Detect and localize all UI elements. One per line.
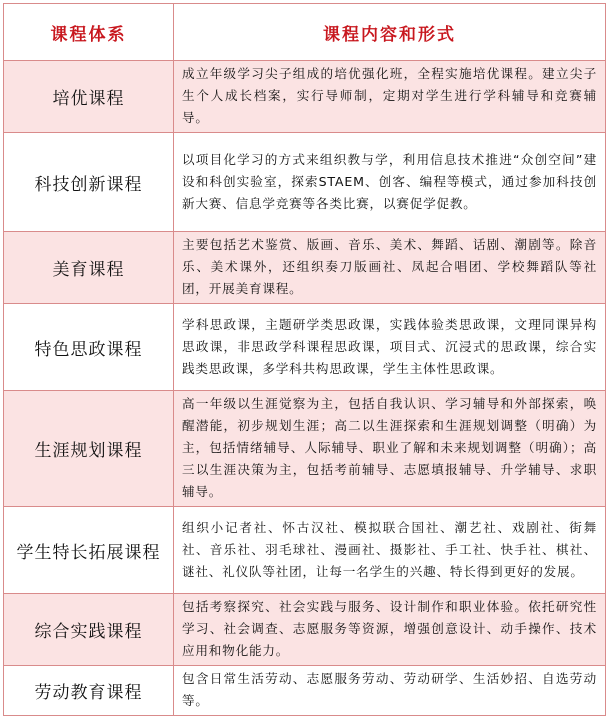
curriculum-table-container [3, 3, 606, 716]
header-course-content: 课程内容和形式 [174, 4, 606, 61]
course-content: 成立年级学习尖子组成的培优强化班，全程实施培优课程。建立尖子生个人成长档案，实行导师制，定期对学生进行学科辅导和竞赛辅导。 [174, 61, 606, 133]
table-row [4, 594, 606, 666]
table-header-row [4, 4, 606, 61]
header-course-system: 课程体系 [4, 4, 174, 61]
table-row [4, 507, 606, 594]
course-name: 学生特长拓展课程 [4, 507, 174, 594]
course-content: 主要包括艺术鉴赏、版画、音乐、美术、舞蹈、话剧、潮剧等。除音乐、美术课外，还组织奏刀版画社、凤起合唱团、学校舞蹈队等社团，开展美育课程。 [174, 232, 606, 304]
course-name: 特色思政课程 [4, 304, 174, 391]
course-name: 劳动教育课程 [4, 666, 174, 716]
course-content: 高一年级以生涯觉察为主，包括自我认识、学习辅导和外部探索，唤醒潜能，初步规划生涯；高二以生涯探索和生涯规划调整（明确）为主，包括情绪辅导、人际辅导、职业了解和未来规划调整（明确）；高三以生涯决策为主，包括考前辅导、志愿填报辅导、升学辅导、求职辅导。 [174, 391, 606, 507]
course-name: 综合实践课程 [4, 594, 174, 666]
course-name: 培优课程 [4, 61, 174, 133]
table-row [4, 133, 606, 232]
curriculum-table [3, 3, 606, 716]
course-name: 科技创新课程 [4, 133, 174, 232]
course-content: 包含日常生活劳动、志愿服务劳动、劳动研学、生活妙招、自选劳动等。 [174, 666, 606, 716]
course-name: 生涯规划课程 [4, 391, 174, 507]
course-content: 学科思政课，主题研学类思政课，实践体验类思政课，文理同课异构思政课，非思政学科课程思政课，项目式、沉浸式的思政课，综合实践类思政课，多学科共构思政课，学生主体性思政课。 [174, 304, 606, 391]
table-row [4, 304, 606, 391]
table-row [4, 391, 606, 507]
course-content: 组织小记者社、怀古汉社、模拟联合国社、潮艺社、戏剧社、街舞社、音乐社、羽毛球社、漫画社、摄影社、手工社、快手社、棋社、谜社、礼仪队等社团，让每一名学生的兴趣、特长得到更好的发展。 [174, 507, 606, 594]
table-row [4, 61, 606, 133]
course-content: 以项目化学习的方式来组织教与学，利用信息技术推进“众创空间”建设和科创实验室，探索STAEM、创客、编程等模式，通过参加科技创新大赛、信息学竞赛等各类比赛，以赛促学促教。 [174, 133, 606, 232]
table-row [4, 232, 606, 304]
course-name: 美育课程 [4, 232, 174, 304]
table-row [4, 666, 606, 716]
course-content: 包括考察探究、社会实践与服务、设计制作和职业体验。依托研究性学习、社会调查、志愿服务等资源，增强创意设计、动手操作、技术应用和物化能力。 [174, 594, 606, 666]
